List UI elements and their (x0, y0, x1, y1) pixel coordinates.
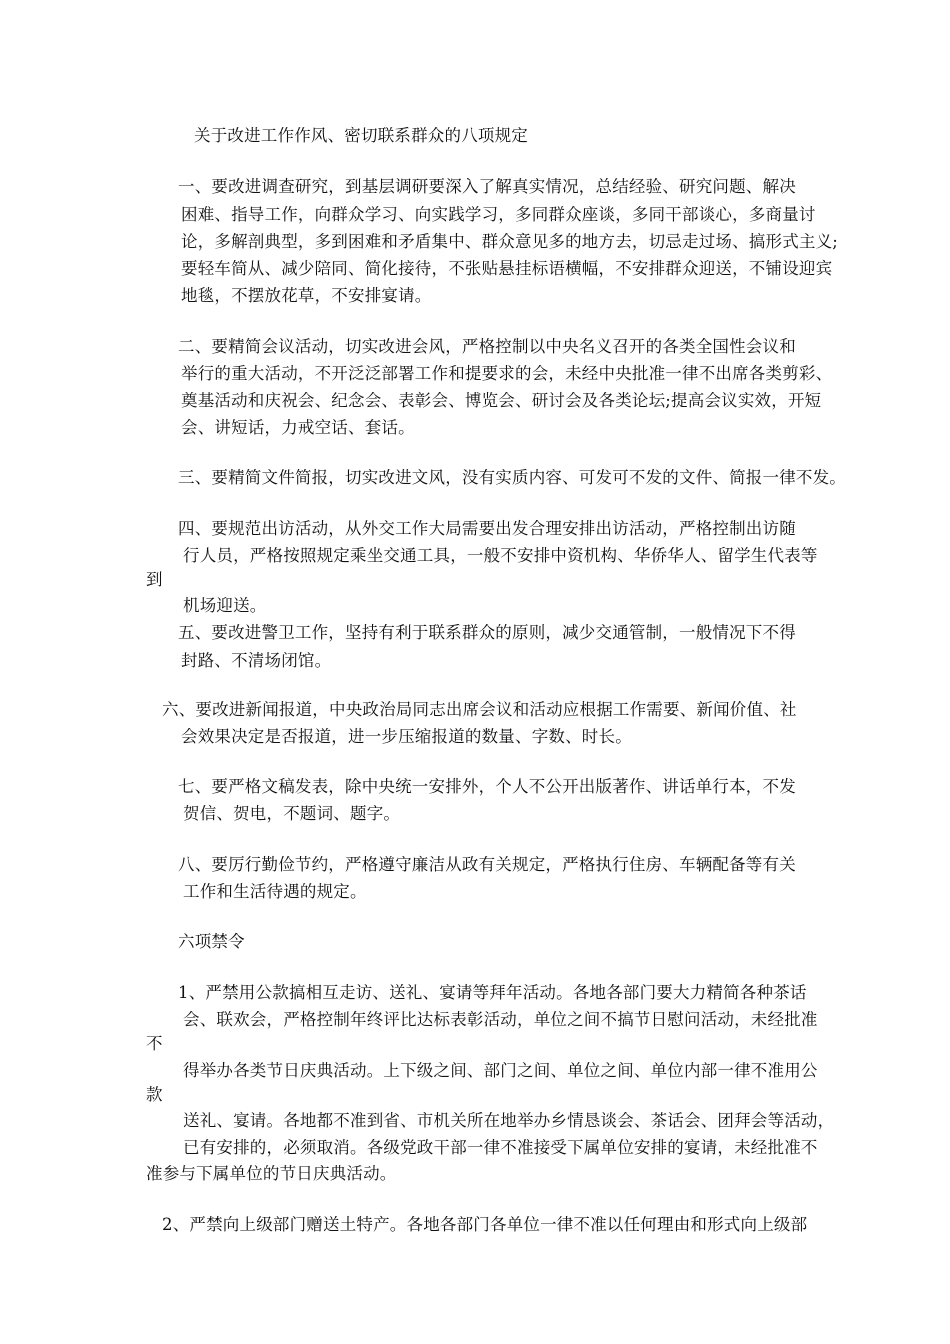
rule-line: 一、要改进调查研究，到基层调研要深入了解真实情况，总结经验、研究问题、解决 (178, 177, 796, 196)
ban-line: 得举办各类节日庆典活动。上下级之间、部门之间、单位之间、单位内部一律不准用公 (183, 1061, 818, 1080)
rule-line: 到 (146, 570, 163, 589)
ban-line: 送礼、宴请。各地都不准到省、市机关所在地举办乡情恳谈会、茶话会、团拜会等活动， (183, 1111, 835, 1130)
rule-line: 举行的重大活动，不开泛泛部署工作和提要求的会，未经中央批准一律不出席各类剪彩、 (181, 364, 833, 383)
ban-line: 1、严禁用公款搞相互走访、送礼、宴请等拜年活动。各地各部门要大力精简各种茶话 (178, 983, 807, 1002)
rule-line: 封路、不清场闭馆。 (181, 651, 332, 670)
rule-line: 奠基活动和庆祝会、纪念会、表彰会、博览会、研讨会及各类论坛;提高会议实效，开短 (181, 391, 822, 410)
rule-line: 地毯，不摆放花草，不安排宴请。 (181, 286, 432, 305)
rule-line: 四、要规范出访活动，从外交工作大局需要出发合理安排出访活动，严格控制出访随 (178, 519, 796, 538)
section-heading: 六项禁令 (178, 932, 245, 951)
rule-line: 五、要改进警卫工作，坚持有利于联系群众的原则，减少交通管制，一般情况下不得 (178, 623, 796, 642)
rule-line: 困难、指导工作，向群众学习、向实践学习，多同群众座谈，多同干部谈心，多商量讨 (181, 205, 816, 224)
rule-line: 八、要厉行勤俭节约，严格遵守廉洁从政有关规定，严格执行住房、车辆配备等有关 (178, 855, 796, 874)
rule-line: 三、要精简文件简报，切实改进文风，没有实质内容、可发可不发的文件、简报一律不发。 (178, 468, 846, 487)
ban-line: 已有安排的，必须取消。各级党政干部一律不准接受下属单位安排的宴请，未经批准不 (183, 1138, 818, 1157)
rule-line: 会效果决定是否报道，进一步压缩报道的数量、字数、时长。 (181, 727, 632, 746)
rule-line: 论，多解剖典型，多到困难和矛盾集中、群众意见多的地方去，切忌走过场、搞形式主义; (181, 232, 839, 251)
rule-line: 工作和生活待遇的规定。 (183, 882, 367, 901)
rule-line: 要轻车简从、减少陪同、简化接待，不张贴悬挂标语横幅，不安排群众迎送，不铺设迎宾 (181, 259, 833, 278)
rule-line: 六、要改进新闻报道，中央政治局同志出席会议和活动应根据工作需要、新闻价值、社 (162, 700, 797, 719)
document-title: 关于改进工作作风、密切联系群众的八项规定 (194, 126, 528, 145)
rule-line: 行人员，严格按照规定乘坐交通工具，一般不安排中资机构、华侨华人、留学生代表等 (183, 546, 818, 565)
ban-line: 2、严禁向上级部门赠送土特产。各地各部门各单位一律不准以任何理由和形式向上级部 (162, 1215, 808, 1234)
ban-line: 准参与下属单位的节日庆典活动。 (146, 1164, 397, 1183)
rule-line: 会、讲短话，力戒空话、套话。 (181, 418, 415, 437)
rule-line: 机场迎送。 (183, 596, 267, 615)
ban-line: 会、联欢会，严格控制年终评比达标表彰活动，单位之间不搞节日慰问活动，未经批准 (183, 1010, 818, 1029)
rule-line: 七、要严格文稿发表，除中央统一安排外，个人不公开出版著作、讲话单行本，不发 (178, 777, 796, 796)
ban-line: 款 (146, 1085, 163, 1104)
ban-line: 不 (146, 1034, 163, 1053)
rule-line: 贺信、贺电，不题词、题字。 (183, 804, 401, 823)
rule-line: 二、要精简会议活动，切实改进会风，严格控制以中央名义召开的各类全国性会议和 (178, 337, 796, 356)
